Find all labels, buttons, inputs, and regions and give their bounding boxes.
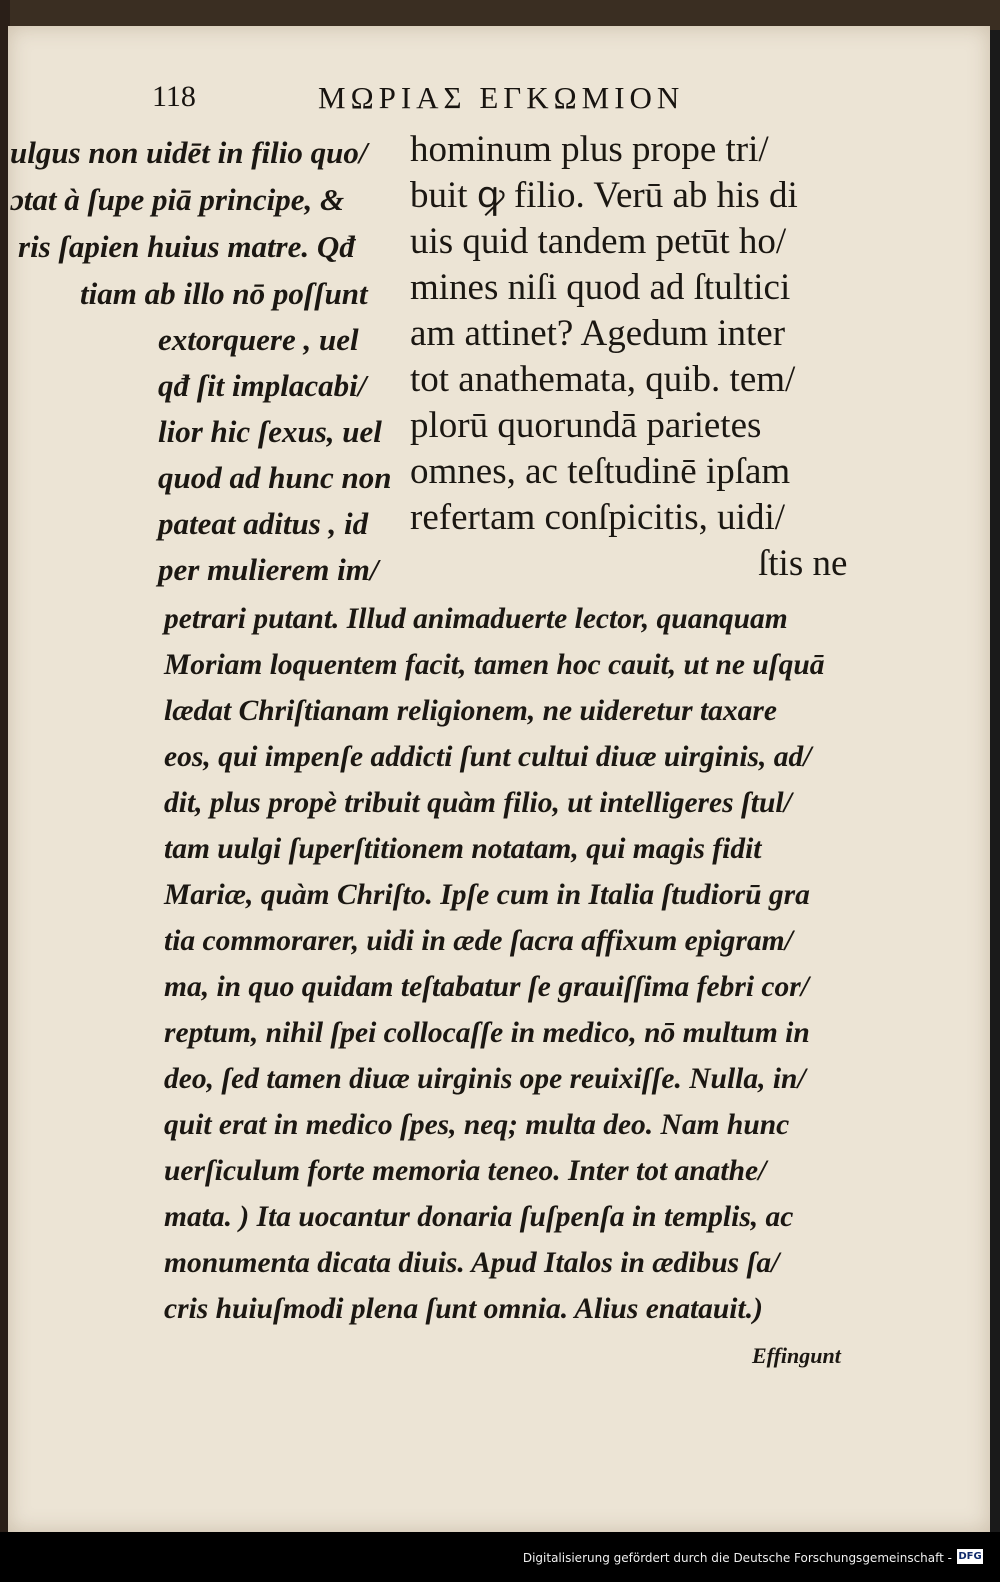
note-line: reptum, nihil ſpei collocaſſe in medico, nō multum in — [164, 1017, 810, 1049]
note-line: deo, ſed tamen diuæ uirginis ope reuixiſſe. Nulla, in/ — [164, 1063, 806, 1095]
note-line: cris huiuſmodi plena ſunt omnia. Alius enatauit.) — [164, 1293, 763, 1325]
note-line: tia commorarer, uidi in æde ſacra affixum epigram/ — [164, 925, 793, 957]
main-text-line: buit ꝙ filio. Verū ab his di — [410, 175, 798, 216]
main-text-line: ſtis ne — [758, 543, 848, 584]
catchword: Effingunt — [752, 1343, 841, 1368]
page-number: 118 — [152, 80, 196, 113]
dfg-logo: DFG — [958, 1551, 982, 1562]
note-line: monumenta dicata diuis. Apud Italos in ædibus ſa/ — [164, 1247, 780, 1279]
main-text-line: plorū quorundā parietes — [410, 405, 762, 446]
main-text-line: tot anathemata, quib. tem/ — [410, 359, 796, 400]
note-line: eos, qui impenſe addicti ſunt cultui diuæ uirginis, ad/ — [164, 741, 812, 773]
gloss-line: ɔtat à ſupe piā principe, & — [10, 182, 345, 217]
running-title: ΜΩΡΙΑΣ ΕΓΚΩΜΙΟΝ — [318, 80, 685, 115]
gloss-line: per mulierem im/ — [158, 552, 379, 587]
main-text-line: omnes, ac teſtudinē ipſam — [410, 451, 791, 492]
main-text-line: uis quid tandem petūt ho/ — [410, 221, 787, 262]
gloss-line: ris ſapien huius matre. Qđ — [18, 229, 355, 264]
note-line: lædat Chriſtianam religionem, ne uideretur taxare — [164, 695, 778, 727]
main-text-line: hominum plus prope tri/ — [410, 129, 769, 170]
note-line: mata. ) Ita uocantur donaria ſuſpenſa in templis, ac — [164, 1201, 794, 1233]
note-line: Moriam loquentem facit, tamen hoc cauit, ut ne uſquā — [164, 649, 825, 681]
gloss-line: qđ ſit implacabi/ — [158, 368, 367, 403]
gloss-line: tiam ab illo nō poſſunt — [80, 276, 368, 311]
note-line: petrari putant. Illud animaduerte lector, quanquam — [164, 603, 788, 635]
note-line: ma, in quo quidam teſtabatur ſe grauiſſima febri cor/ — [164, 971, 809, 1003]
note-line: uerſiculum forte memoria teneo. Inter tot anathe/ — [164, 1155, 767, 1187]
note-line: Mariæ, quàm Chriſto. Ipſe cum in Italia ſtudiorū gra — [164, 879, 810, 911]
main-text-line: mines niſi quod ad ſtultici — [410, 267, 791, 308]
gloss-line: ulgus non uidēt in filio quo/ — [10, 135, 368, 170]
main-text-line: refertam conſpicitis, uidi/ — [410, 497, 786, 538]
gloss-line: lior hic ſexus, uel — [158, 414, 382, 449]
main-text-line: am attinet? Agedum inter — [410, 313, 786, 354]
gloss-line: extorquere , uel — [158, 322, 359, 357]
digitization-credit: Digitalisierung gefördert durch die Deutsche Forschungsgemeinschaft - — [522, 1551, 952, 1565]
gloss-line: quod ad hunc non — [158, 460, 392, 495]
gloss-line: pateat aditus , id — [158, 506, 369, 541]
note-line: dit, plus propè tribuit quàm filio, ut intelligeres ſtul/ — [164, 787, 792, 819]
note-line: quit erat in medico ſpes, neq; multa deo. Nam hunc — [164, 1109, 790, 1141]
note-line: tam uulgi ſuperſtitionem notatam, qui magis fidit — [164, 833, 762, 865]
